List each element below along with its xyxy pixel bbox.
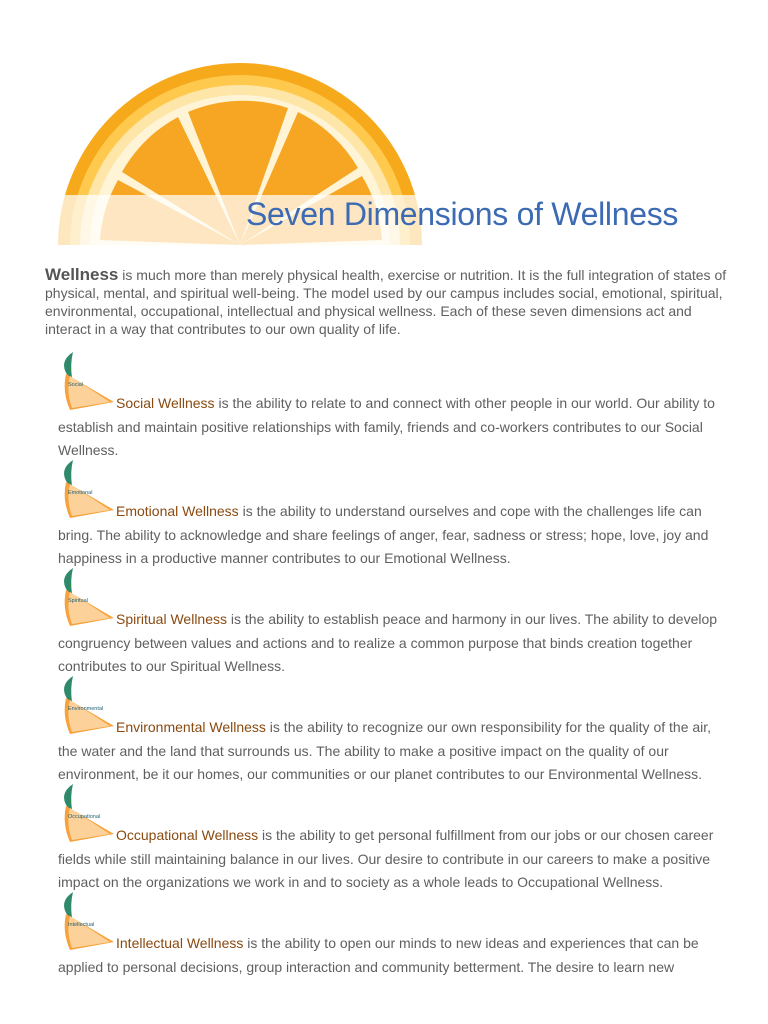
dimension-social bbox=[58, 352, 722, 457]
dimension-description bbox=[58, 824, 722, 895]
badge-label: Emotional bbox=[68, 490, 93, 496]
badge-label: Occupational bbox=[68, 814, 101, 820]
badge-label: Social bbox=[68, 382, 83, 388]
dimension-intellectual bbox=[58, 892, 722, 997]
dimension-title: Intellectual Wellness bbox=[116, 935, 244, 951]
dimension-description bbox=[58, 932, 722, 979]
dimension-title: Environmental Wellness bbox=[116, 719, 266, 735]
dimension-title: Emotional Wellness bbox=[116, 503, 239, 519]
intro-text: is much more than merely physical health, exercise or nutrition. It is the full integration of states of physical, mental, and spiritual well-being. The model used by our campus includes social, emotional, spiritual, environmental, occupational, intellectual and physical wellness. Each of these seven dimensions act and interact in a way that contributes to our own quality of life. bbox=[45, 267, 727, 337]
dimension-body: is the ability to relate to and connect with other people in our world. Our ability to establish and maintain positive relationships with family, friends and co-workers contributes to our Social Wellness. bbox=[58, 395, 715, 458]
badge-label: Environmental bbox=[68, 706, 104, 712]
intro-lead-word: Wellness bbox=[45, 265, 119, 284]
dimension-description bbox=[58, 392, 722, 463]
dimension-spiritual bbox=[58, 568, 722, 673]
dimension-body: is the ability to understand ourselves and cope with the challenges life can bring. The ability to acknowledge and share feelings of anger, fear, sadness or stress; hope, love, joy and happiness in a productive manner contributes to our Emotional Wellness. bbox=[58, 503, 709, 566]
dimension-environmental bbox=[58, 676, 722, 781]
dimension-description bbox=[58, 608, 722, 679]
dimension-occupational bbox=[58, 784, 722, 889]
badge-label: Spiritual bbox=[68, 598, 88, 604]
header-banner bbox=[0, 0, 768, 250]
dimension-title: Spiritual Wellness bbox=[116, 611, 228, 627]
dimension-description bbox=[58, 716, 722, 787]
badge-label: Intellectual bbox=[68, 922, 95, 928]
intro-paragraph bbox=[45, 266, 735, 338]
dimension-description bbox=[58, 500, 722, 571]
dimension-title: Social Wellness bbox=[116, 395, 215, 411]
dimension-body: is the ability to open our minds to new ideas and experiences that can be applied to personal decisions, group interaction and community betterment. The desire to learn new bbox=[58, 935, 699, 975]
dimension-body: is the ability to recognize our own responsibility for the quality of the air, the water and the land that surrounds us. The ability to make a positive impact on the quality of our environment, be it our homes, our communities or our planet contributes to our Environmental Wellness. bbox=[58, 719, 712, 782]
dimension-title: Occupational Wellness bbox=[116, 827, 259, 843]
dimension-body: is the ability to establish peace and harmony in our lives. The ability to develop congruency between values and actions and to realize a common purpose that binds creation together contributes to our Spiritual Wellness. bbox=[58, 611, 718, 674]
dimension-emotional bbox=[58, 460, 722, 565]
page-title: Seven Dimensions of Wellness bbox=[246, 196, 679, 232]
dimension-body: is the ability to get personal fulfillment from our jobs or our chosen career fields while still maintaining balance in our lives. Our desire to contribute in our careers to make a positive impact on the organizations we work in and to society as a whole leads to Occupational Wellness. bbox=[58, 827, 714, 890]
